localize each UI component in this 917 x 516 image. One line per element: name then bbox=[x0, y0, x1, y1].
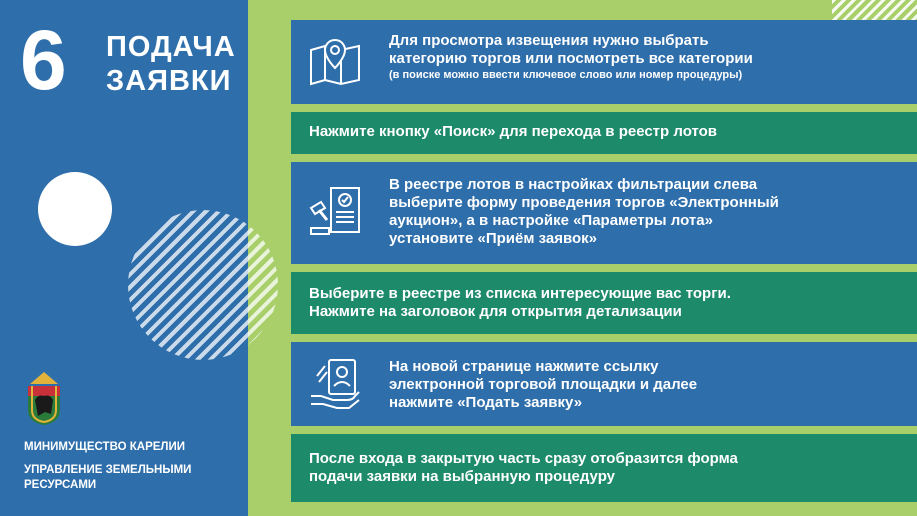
step-card-4 bbox=[291, 272, 917, 334]
title-line-2: ЗАЯВКИ bbox=[106, 65, 232, 97]
step-1-line-1: Для просмотра извещения нужно выбрать bbox=[389, 32, 709, 49]
step-5-line-2: электронной торговой площадки и далее bbox=[389, 376, 698, 393]
org-line-1: МИНИМУЩЕСТВО КАРЕЛИИ bbox=[24, 441, 186, 453]
decorative-circle bbox=[38, 172, 112, 246]
karelia-coat-of-arms-icon bbox=[24, 370, 64, 426]
title-line-1: ПОДАЧА bbox=[106, 31, 236, 63]
step-4-line-2: Нажмите на заголовок для открытия детализации bbox=[309, 303, 682, 320]
hand-application-icon bbox=[307, 356, 363, 412]
decorative-hatched-circle bbox=[128, 210, 278, 360]
step-3-line-4: установите «Приём заявок» bbox=[389, 230, 598, 247]
step-3-line-1: В реестре лотов в настройках фильтрации слева bbox=[389, 176, 758, 193]
auction-document-icon bbox=[307, 184, 363, 240]
org-line-3: РЕСУРСАМИ bbox=[24, 479, 97, 491]
step-5-line-1: На новой странице нажмите ссылку bbox=[389, 358, 659, 375]
org-line-2: УПРАВЛЕНИЕ ЗЕМЕЛЬНЫМИ bbox=[24, 464, 192, 476]
organization-name bbox=[24, 440, 244, 493]
step-3-line-2: выберите форму проведения торгов «Электронный bbox=[389, 194, 779, 211]
step-card-6 bbox=[291, 434, 917, 502]
step-1-note: (в поиске можно ввести ключевое слово или номер процедуры) bbox=[389, 69, 743, 81]
map-pin-icon bbox=[307, 34, 363, 90]
step-4-line-1: Выберите в реестре из списка интересующие вас торги. bbox=[309, 285, 731, 302]
step-6-line-1: После входа в закрытую часть сразу отобразится форма bbox=[309, 450, 738, 467]
step-number: 6 bbox=[20, 13, 67, 107]
step-6-line-2: подачи заявки на выбранную процедуру bbox=[309, 468, 615, 485]
step-3-line-3: аукцион», а в настройке «Параметры лота» bbox=[389, 212, 713, 229]
decorative-hatch-top bbox=[832, 0, 917, 22]
step-card-5 bbox=[291, 342, 917, 426]
page-title bbox=[106, 30, 236, 98]
step-card-1 bbox=[291, 20, 917, 104]
step-1-line-2: категорию торгов или посмотреть все категории bbox=[389, 50, 753, 67]
step-card-3 bbox=[291, 162, 917, 264]
step-2-line-1: Нажмите кнопку «Поиск» для перехода в реестр лотов bbox=[309, 123, 718, 140]
step-card-2 bbox=[291, 112, 917, 154]
step-5-line-3: нажмите «Подать заявку» bbox=[389, 394, 583, 411]
